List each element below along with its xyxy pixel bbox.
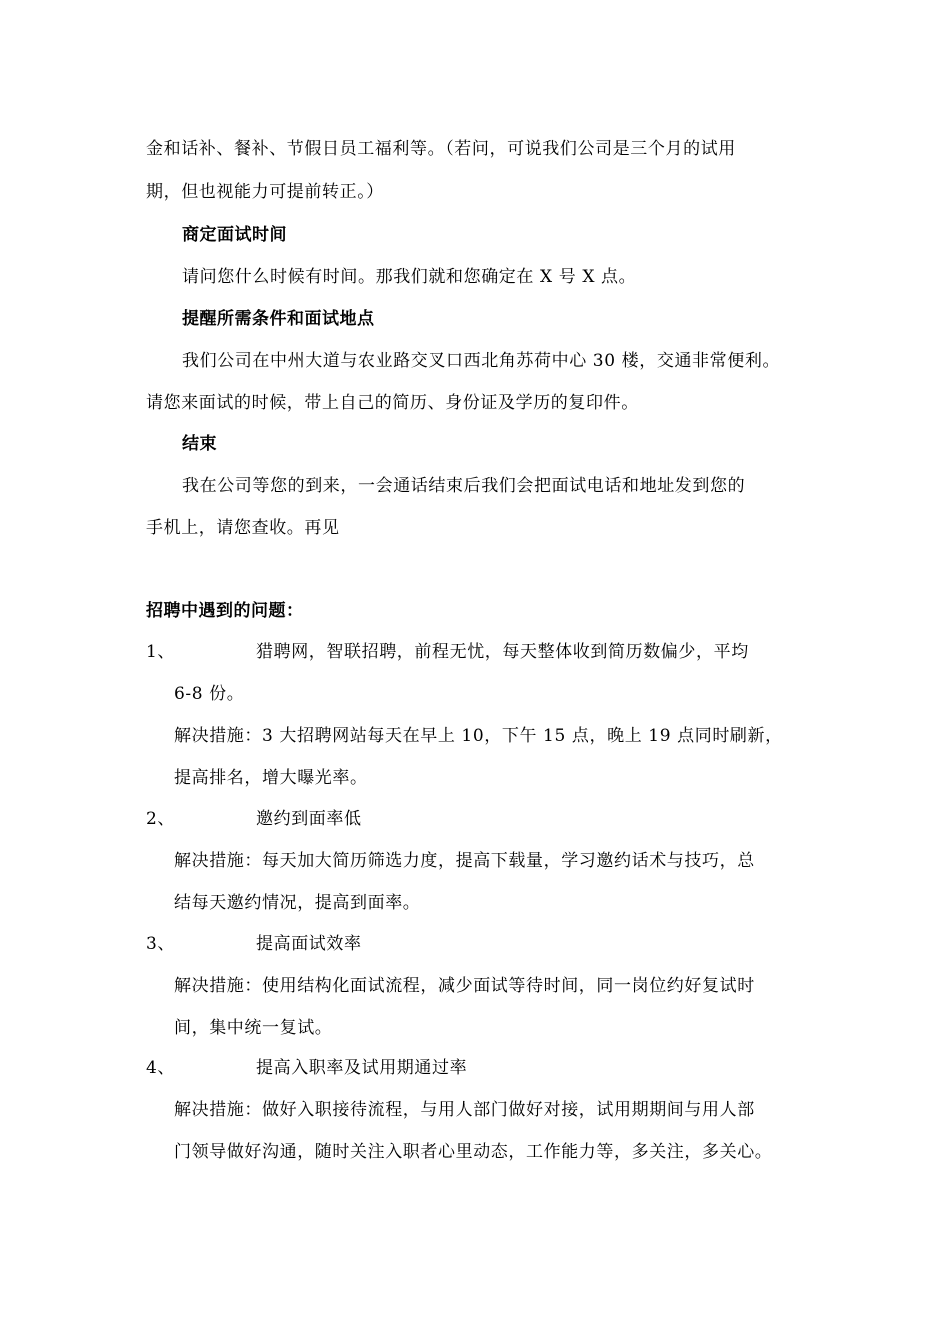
solution-2-line-2: 结每天邀约情况，提高到面率。: [174, 893, 421, 913]
section-heading-schedule: 商定面试时间: [182, 225, 287, 245]
section-text-reminder-2: 请您来面试的时候，带上自己的简历、身份证及学历的复印件。: [146, 393, 639, 413]
problem-number-3: 3、: [146, 934, 176, 954]
problem-number-4: 4、: [146, 1058, 176, 1078]
problem-text-1-cont: 6-8 份。: [174, 684, 245, 704]
section-heading-end: 结束: [182, 434, 217, 454]
section-text-schedule: 请问您什么时候有时间。那我们就和您确定在 X 号 X 点。: [182, 267, 637, 287]
solution-2-line-1: 解决措施：每天加大简历筛选力度，提高下载量，学习邀约话术与技巧，总: [174, 851, 755, 871]
problem-text-3: 提高面试效率: [256, 934, 362, 954]
problems-title: 招聘中遇到的问题：: [146, 601, 304, 621]
section-text-end-2: 手机上，请您查收。再见: [146, 518, 340, 538]
problem-text-1: 猎聘网，智联招聘，前程无忧，每天整体收到简历数偏少，平均: [256, 642, 749, 662]
intro-line-2: 期，但也视能力可提前转正。）: [146, 182, 384, 202]
solution-4-line-2: 门领导做好沟通，随时关注入职者心里动态，工作能力等，多关注，多关心。: [174, 1142, 773, 1162]
solution-3-line-2: 间，集中统一复试。: [174, 1018, 333, 1038]
section-heading-reminder: 提醒所需条件和面试地点: [182, 309, 375, 329]
problem-text-4: 提高入职率及试用期通过率: [256, 1058, 468, 1078]
intro-line-1: 金和话补、餐补、节假日员工福利等。（若问，可说我们公司是三个月的试用: [146, 139, 736, 159]
section-text-reminder-1: 我们公司在中州大道与农业路交叉口西北角苏荷中心 30 楼，交通非常便利。: [182, 351, 781, 371]
section-text-end-1: 我在公司等您的到来，一会通话结束后我们会把面试电话和地址发到您的: [182, 476, 746, 496]
problem-text-2: 邀约到面率低: [256, 809, 362, 829]
solution-4-line-1: 解决措施：做好入职接待流程，与用人部门做好对接，试用期期间与用人部: [174, 1100, 755, 1120]
solution-1-line-1: 解决措施：3 大招聘网站每天在早上 10，下午 15 点，晚上 19 点同时刷新，: [174, 726, 783, 746]
problem-number-1: 1、: [146, 642, 176, 662]
solution-1-line-2: 提高排名，增大曝光率。: [174, 768, 368, 788]
problem-number-2: 2、: [146, 809, 176, 829]
solution-3-line-1: 解决措施：使用结构化面试流程，减少面试等待时间，同一岗位约好复试时: [174, 976, 755, 996]
